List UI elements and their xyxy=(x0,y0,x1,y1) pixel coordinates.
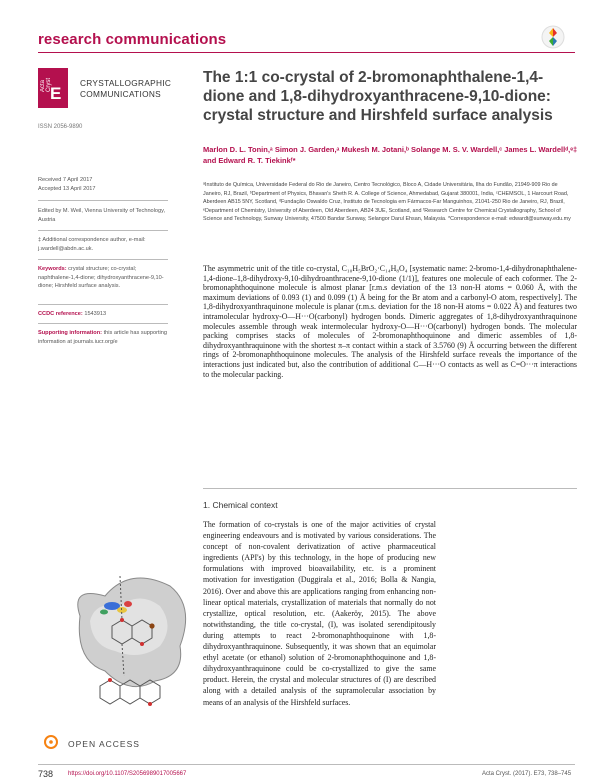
supporting-text[interactable]: this article has supporting information at journals.iucr.org/e xyxy=(38,330,168,345)
received-date: Received 7 April 2017 xyxy=(38,177,93,183)
hirshfeld-surface-figure xyxy=(60,546,200,726)
supporting-information xyxy=(38,329,168,346)
doi-link[interactable]: https://doi.org/10.1107/S2056989017005667 xyxy=(68,771,187,777)
open-access-icon xyxy=(38,734,64,750)
abstract: The asymmetric unit of the title co-crystal, C₁₀H₅BrO₂·C₁₄H₈O₄ [systematic name: 2-bromo-1,4-dihydronaphthalene-1,4-dione–1,8-dihydroxy-9,10-dihydroanthracene-9,10-dione (1/1)], features one molecule of each coformer. The 2-bromonaphthoquinone molecule is almost planar [r.m.s deviation of the 13 non-H atoms = 0.060 Å, with the maximum deviations of 0.093 (1) and 0.099 (1) Å being for the Br atom and a carbonyl-O atom, respectively]. The 1,8-dihydroxyanthraquinone molecule is planar (r.m.s. deviation for the 18 non-H atoms = 0.022 Å) and features two intramolecular hydroxy-O—H···O(carbonyl) hydrogen bonds. Dimeric aggregates of 1,8-dihydroxyanthraquinone molecules assemble through weak intermolecular hydroxy-O—H···O(carbonyl) hydrogen bonds. The molecular packing comprises stacks of molecules of 2-bromonaphthoquinone and dimeric assembles of 1,8-dihydroxyanthraquinone with the shortest π–π contact within a stack of 3.5760 (9) Å occurring between the different rings of 2-bromonaphthoquinone molecules. The analysis of the Hirshfeld surface reveals the importance of the interactions just indicated but, also the contribution of additional C—H···O contacts as well as C=O···π interactions to the molecular packing. xyxy=(203,264,577,379)
article-title: The 1:1 co-crystal of 2-bromonaphthalene-1,4-dione and 1,8-dihydroxyanthracene-9,10-dione: crystal structure and Hirshfeld surface analysis xyxy=(203,69,553,124)
author-list: Marlon D. L. Tonin,ᵃ Simon J. Garden,ᵃ Mukesh M. Jotani,ᵇ Solange M. S. V. Wardell,ᶜ James L. Wardellᵈ,ᵉ‡ and Edward R. T. Tiekinkᶠ* xyxy=(203,145,578,165)
supporting-label: Supporting information: xyxy=(38,330,103,336)
edited-by: Edited by M. Weil, Vienna University of Technology, Austria xyxy=(38,208,166,223)
affiliations: ᵃInstituto de Química, Universidade Federal do Rio de Janeiro, Centro Tecnológico, Bloco A, Cidade Universitária, Ilha do Fundão, 21949-909 Rio de Janeiro, RJ, Brazil, ᵇDepartment of Physics, Bhavan's Sheth R. A. College of Science, Ahmedabad, Gujarat 380001, India, ᶜCHEMSOL, 1 Harcourt Road, Aberdeen AB15 5NY, Scotland, ᵈFundação Oswaldo Cruz, Instituto de Tecnologia em Fármacos-Far Manguinhos, 21041-250 Rio de Janeiro, RJ, Brazil, ᵉDepartment of Chemistry, University of Aberdeen, Old Aberdeen, AB24 3UE, Scotland, and ᶠResearch Centre for Chemical Crystallography, School of Science and Technology, Sunway University, 47500 Bandar Sunway, Selangor Darul Ehsan, Malaysia. *Correspondence e-mail: edwardt@sunway.edu.my xyxy=(203,182,571,222)
footer-rule xyxy=(38,764,575,765)
keywords xyxy=(38,265,168,291)
accepted-date: Accepted 13 April 2017 xyxy=(38,186,96,192)
section-title: 1. Chemical context xyxy=(203,500,278,510)
correspondence-note: ‡ Additional correspondence author, e-mail: j.wardell@abdn.ac.uk. xyxy=(38,237,146,252)
journal-logo-text: Acta Cryst xyxy=(40,78,52,92)
ccdc-number: 1543913 xyxy=(84,311,107,317)
meta-divider xyxy=(38,230,168,231)
ccdc-reference xyxy=(38,310,168,319)
open-access-label: OPEN ACCESS xyxy=(68,739,140,749)
meta-divider xyxy=(38,323,168,324)
meta-divider xyxy=(38,200,168,201)
journal-name: CRYSTALLOGRAPHIC COMMUNICATIONS xyxy=(80,78,172,99)
ccdc-label: CCDC reference: xyxy=(38,311,83,317)
crossmark-icon[interactable] xyxy=(541,25,565,49)
citation: Acta Cryst. (2017). E73, 738–745 xyxy=(482,771,572,777)
section-header: research communications xyxy=(38,31,227,48)
meta-divider xyxy=(38,304,168,305)
issn: ISSN 2056-9890 xyxy=(38,124,83,130)
keywords-label: Keywords: xyxy=(38,266,67,272)
keywords-text: crystal structure; co-crystal; naphthalene-1,4-dione; dihydroxyanthracene-9,10-dione; Hirshfeld surface analysis. xyxy=(38,266,164,290)
section-divider xyxy=(203,488,577,489)
journal-logo-letter: E xyxy=(50,84,62,103)
header-rule xyxy=(38,52,575,53)
page-number: 738 xyxy=(38,769,54,779)
body-text: The formation of co-crystals is one of the major activities of crystal engineering endeavours and is motivated by various considerations. The concept of non-covalent derivatization of active pharmaceutical ingredients (API's) by this technology, in the hope of producing new formulations with improved bioavailability, etc. is a prominent motivation for investigation (Duggirala et al., 2016; Bolla & Nangia, 2016). Over and above this are applications ranging from enhancing non-linear optical materials, crystallization of materials that normally do not crystallize, optical resolution, etc. (Aakeröy, 2015). The above notwithstanding, the title co-crystal, (I), was isolated serendipitously during attempts to react 2-bromonaphthoquinone with 1,8-dihydroxyanthraquinone. Subsequently, it was shown that an equimolar ethyl acetate (or ethanol) solution of 2-bromonaphthoquinone and 1,8-dihydroxyanthraquinone could be co-crystallized to give the same product. Herein, the crystal and molecular structures of (I) are described along with a detailed analysis of the supramolecular association by means of an analysis of the Hirshfeld surfaces. xyxy=(203,520,436,707)
meta-divider xyxy=(38,259,168,260)
